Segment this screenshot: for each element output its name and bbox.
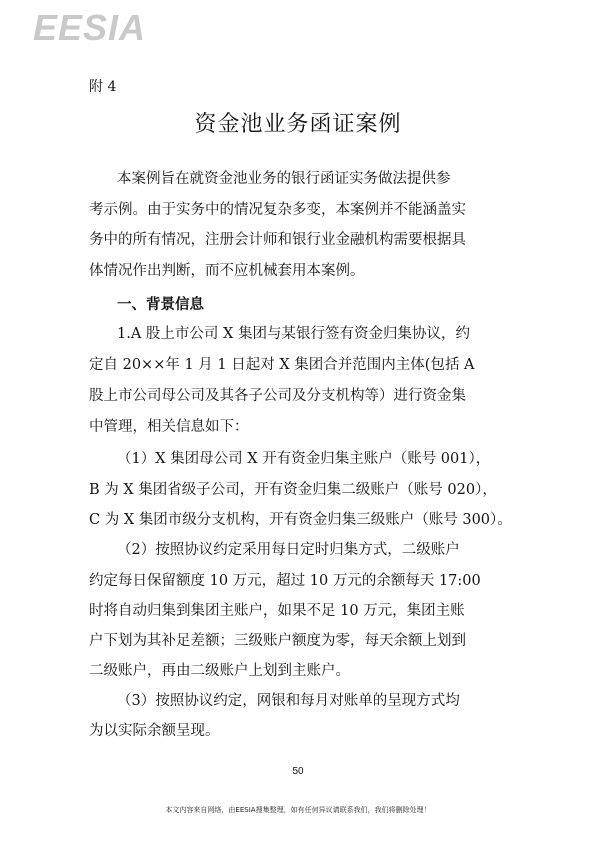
paragraph-line: 二级账户，再由二级账户上划到主账户。 [89, 663, 350, 679]
paragraph-line: B 为 X 集团省级子公司，开有资金归集二级账户（账号 020）， [89, 482, 497, 498]
intro-line: 考示例。由于实务中的情况复杂多变，本案例并不能涵盖实 [89, 202, 466, 218]
paragraph-line: 定自 20××年 1 月 1 日起对 X 集团合并范围内主体(包括 A [89, 357, 475, 373]
intro-line: 务中的所有情况，注册会计师和银行业金融机构需要根据具 [89, 232, 466, 248]
paragraph-line: 约定每日保留额度 10 万元，超过 10 万元的余额每天 17:00 [89, 573, 481, 589]
paragraph-line: （1）X 集团母公司 X 开有资金归集主账户（账号 001）， [117, 451, 491, 467]
paragraph-line: 1.A 股上市公司 X 集团与某银行签有资金归集协议，约 [117, 326, 470, 342]
paragraph-line: 为以实际余额呈现。 [89, 723, 220, 739]
paragraph-line: 股上市公司母公司及其各子公司及分支机构等）进行资金集 [89, 388, 466, 404]
paragraph-line: 时将自动归集到集团主账户，如果不足 10 万元，集团主账 [89, 603, 465, 619]
footer-disclaimer: 本文内容来自网络，由EESIA搜集整理，如有任何异议请联系我们，我们将删除处理！ [165, 806, 431, 814]
attachment-label: 附 4 [89, 79, 117, 95]
page-number: 50 [292, 766, 304, 777]
document-title: 资金池业务函证案例 [194, 112, 402, 137]
paragraph-line: （2）按照协议约定采用每日定时归集方式，二级账户 [117, 542, 460, 558]
paragraph-line: C 为 X 集团市级分支机构，开有资金归集三级账户（账号 300）。 [89, 512, 512, 528]
intro-line: 体情况作出判断，而不应机械套用本案例。 [89, 263, 365, 279]
paragraph-line: 中管理，相关信息如下： [89, 419, 249, 435]
paragraph-line: 户下划为其补足差额；三级账户额度为零，每天余额上划到 [89, 633, 466, 649]
section-heading: 一、背景信息 [117, 297, 204, 313]
paragraph-line: （3）按照协议约定，网银和每月对账单的呈现方式均 [117, 693, 460, 709]
eesia-logo: EESIA [33, 7, 147, 48]
intro-line: 本案例旨在就资金池业务的银行函证实务做法提供参 [117, 171, 451, 187]
